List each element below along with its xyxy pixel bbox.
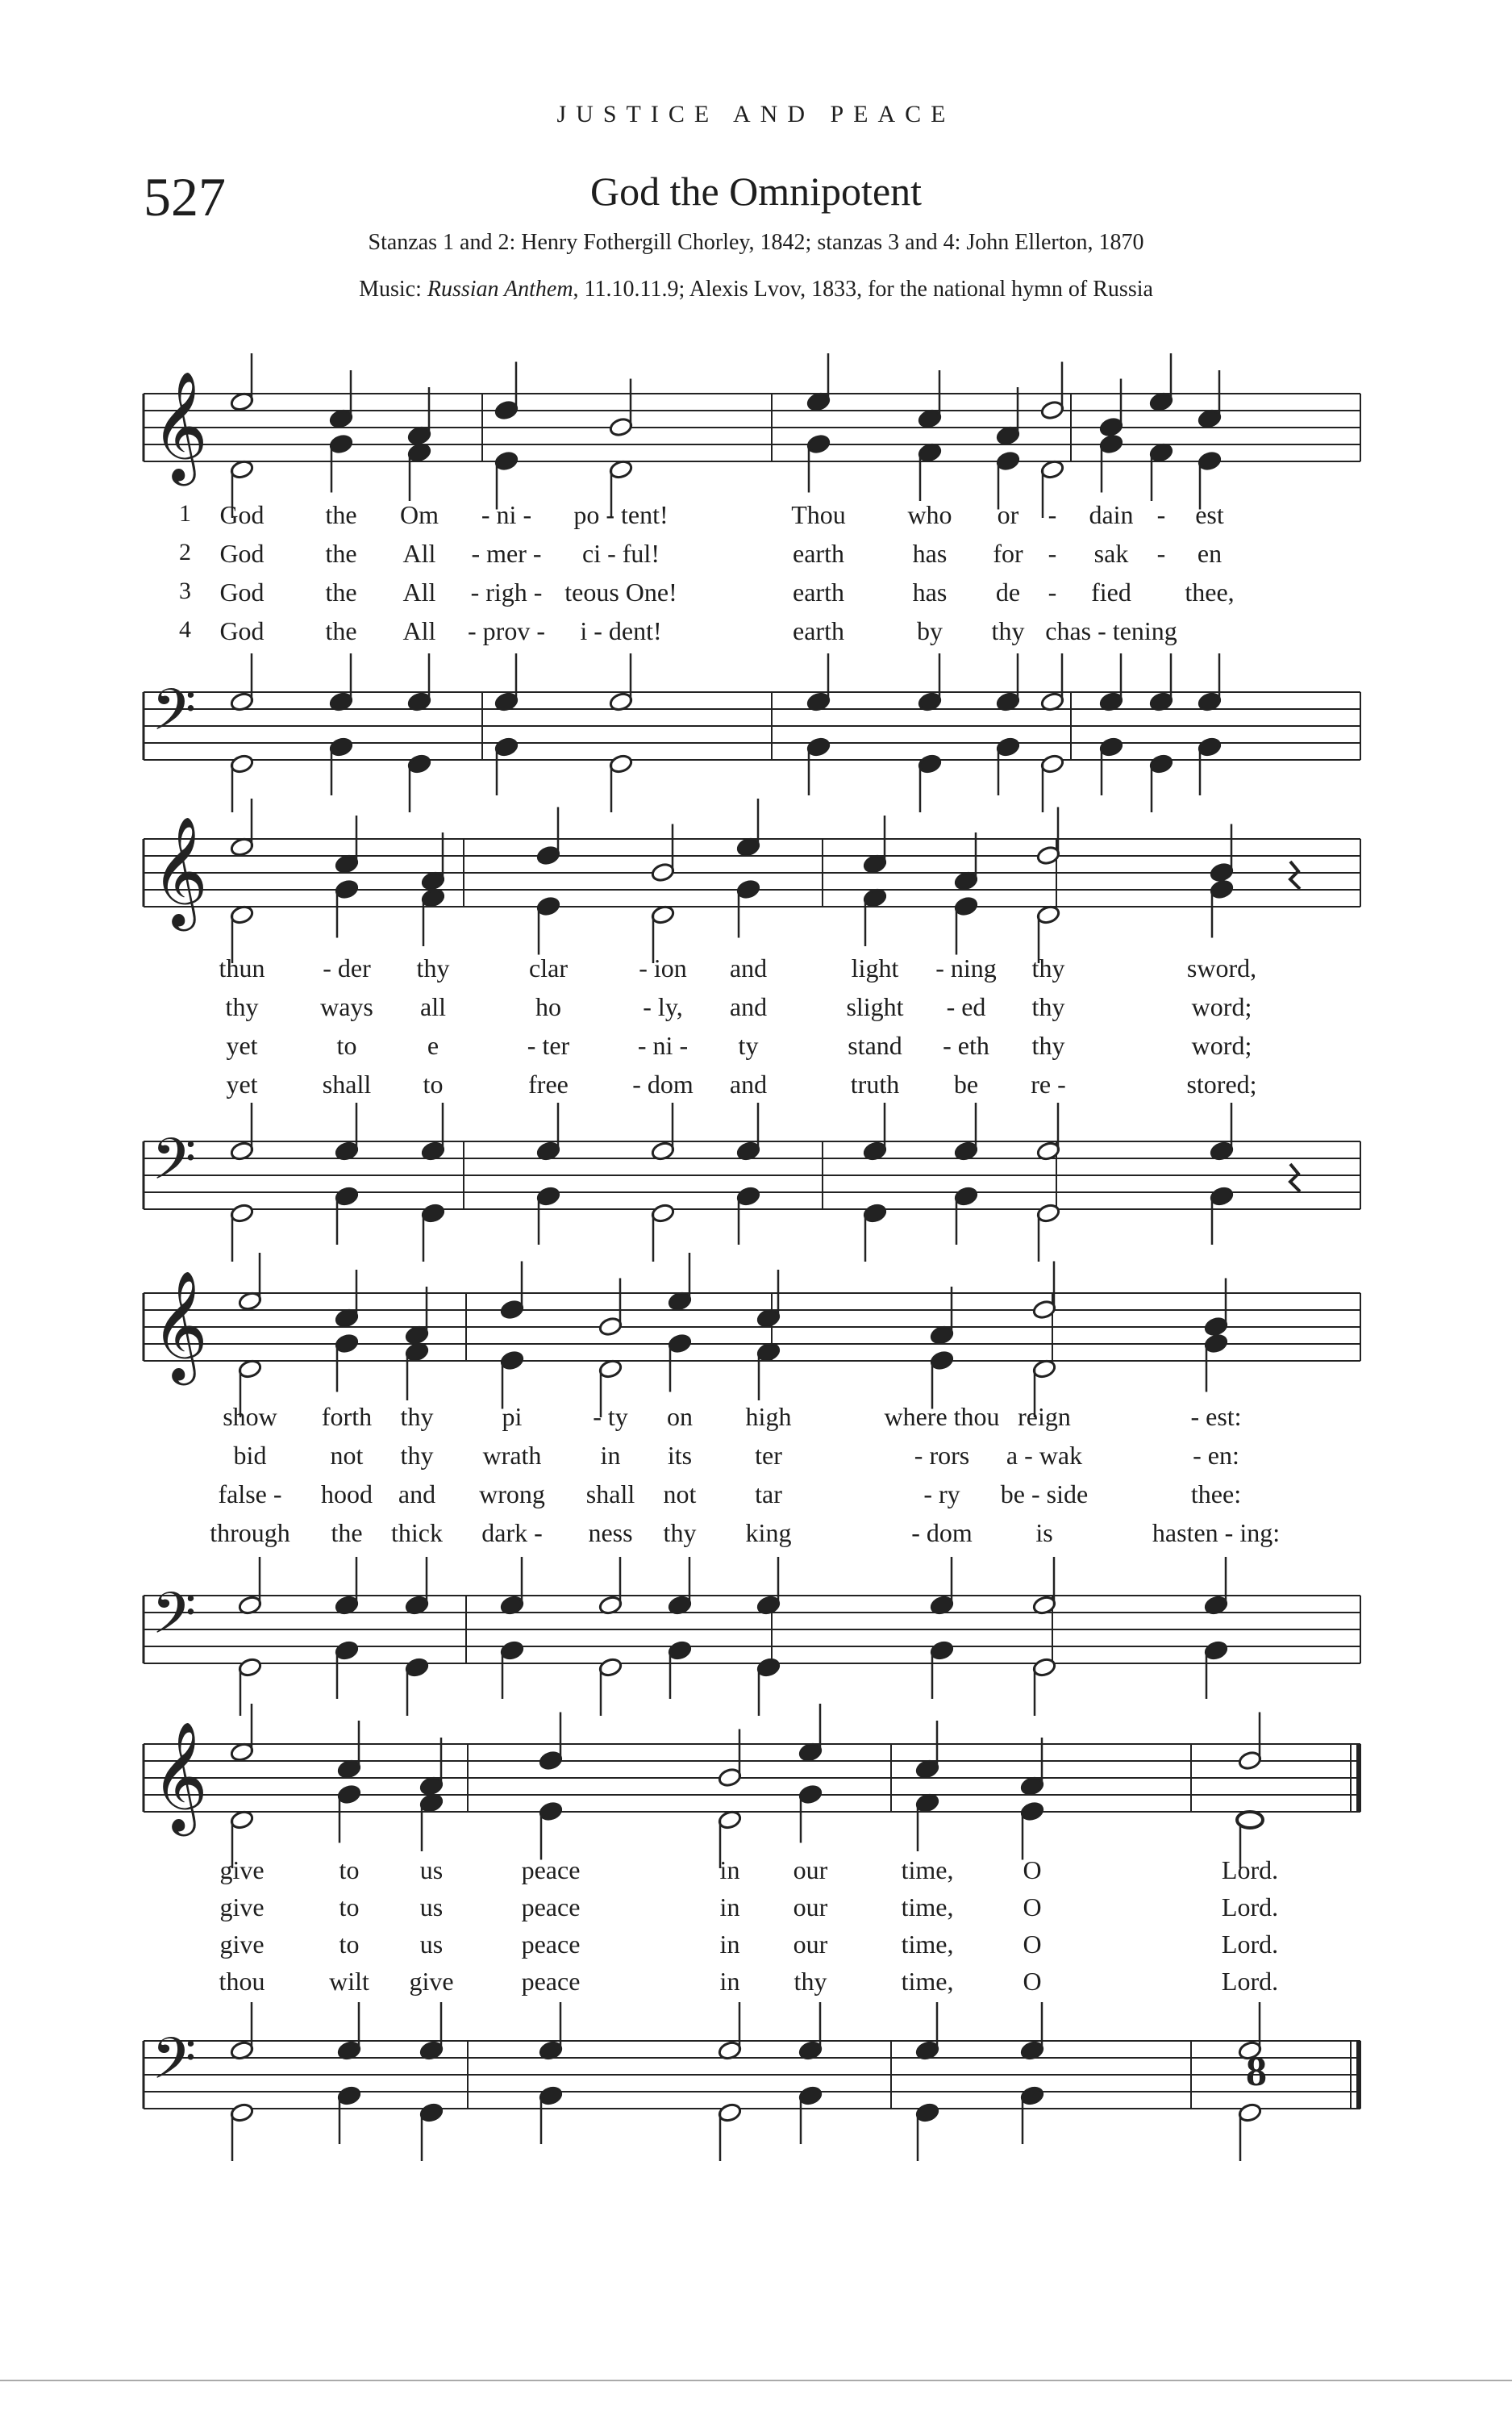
lyric-syllable: stored; <box>1186 1070 1257 1099</box>
lyric-syllable: ness <box>588 1518 633 1547</box>
lyric-syllable: en <box>1197 539 1223 568</box>
lyric-syllable: ho <box>535 992 561 1021</box>
lyric-syllable: pi <box>502 1402 523 1431</box>
bass-clef: 𝄢 <box>152 677 197 757</box>
lyric-syllable: high <box>745 1402 792 1431</box>
lyric-syllable: thy <box>416 953 450 983</box>
lyric-syllable: clar <box>529 953 568 983</box>
final-measure-figure: 8 <box>1246 2049 1267 2095</box>
lyric-syllable: our <box>793 1930 828 1959</box>
lyric-syllable: free <box>528 1070 569 1099</box>
lyric-syllable: - <box>1156 539 1166 568</box>
lyric-syllable: dain <box>1089 500 1134 529</box>
bass-clef: 𝄢 <box>152 1126 197 1207</box>
lyric-syllable: us <box>419 1892 444 1921</box>
lyric-syllable: has <box>912 539 948 568</box>
lyric-syllable: our <box>793 1855 828 1884</box>
lyric-syllable: - ni - <box>637 1031 689 1060</box>
lyric-syllable: tar <box>755 1479 782 1508</box>
lyric-syllable: on <box>667 1402 693 1431</box>
lyric-syllable: earth <box>793 539 844 568</box>
lyric-syllable: the <box>325 578 357 607</box>
lyric-syllable: thy <box>225 992 259 1021</box>
lyric-syllable: O <box>1023 1855 1042 1884</box>
lyric-syllable: God <box>219 616 264 645</box>
tune-name: Russian Anthem <box>427 277 573 302</box>
lyric-syllable: in <box>719 1930 740 1959</box>
lyric-syllable: in <box>600 1441 621 1470</box>
lyric-syllable: where thou <box>884 1402 1000 1431</box>
lyric-syllable: in <box>719 1892 740 1921</box>
lyric-syllable: thick <box>391 1518 443 1547</box>
lyric-syllable: - ed <box>946 992 986 1021</box>
lyric-syllable: by <box>917 616 943 645</box>
lyric-syllable: O <box>1023 1967 1042 1996</box>
treble-clef: 𝄞 <box>152 1269 208 1380</box>
lyric-syllable: thy <box>400 1441 434 1470</box>
lyric-syllable: light <box>851 953 899 983</box>
lyric-syllable: hasten - ing: <box>1152 1518 1281 1547</box>
verse-number: 3 <box>179 578 191 604</box>
lyric-syllable: word; <box>1191 992 1252 1021</box>
lyric-syllable: de <box>995 578 1021 607</box>
lyric-syllable: to <box>339 1930 360 1959</box>
section-header: JUSTICE AND PEACE <box>556 101 956 127</box>
treble-clef: 𝄞 <box>152 369 208 481</box>
lyric-syllable: not <box>663 1479 697 1508</box>
lyric-syllable: - ion <box>639 953 687 983</box>
lyric-syllable: word; <box>1191 1031 1252 1060</box>
lyric-syllable: - <box>1048 500 1057 529</box>
lyric-syllable: Lord. <box>1221 1930 1279 1959</box>
lyric-syllable: - ni - <box>481 500 532 529</box>
music-credit-prefix: Music: <box>359 277 427 302</box>
lyric-syllable: wrath <box>482 1441 542 1470</box>
lyric-syllable: has <box>912 578 948 607</box>
lyric-syllable: its <box>667 1441 693 1470</box>
lyric-syllable: who <box>907 500 952 529</box>
lyric-syllable: us <box>419 1930 444 1959</box>
lyric-syllable: false - <box>218 1479 282 1508</box>
lyric-syllable: hood <box>321 1479 373 1508</box>
lyric-syllable: time, <box>901 1967 954 1996</box>
lyric-syllable: through <box>210 1518 290 1547</box>
verse-number: 1 <box>179 500 191 527</box>
lyric-syllable: Lord. <box>1221 1855 1279 1884</box>
lyric-syllable: bid <box>233 1441 267 1470</box>
lyric-syllable: truth <box>850 1070 900 1099</box>
lyric-syllable: peace <box>521 1930 581 1959</box>
lyric-syllable: is <box>1035 1518 1053 1547</box>
lyric-syllable: give <box>219 1855 264 1884</box>
lyric-syllable: shall <box>585 1479 635 1508</box>
lyric-syllable: time, <box>901 1930 954 1959</box>
lyric-syllable: sword, <box>1186 953 1257 983</box>
lyric-syllable: time, <box>901 1855 954 1884</box>
lyric-syllable: - righ - <box>470 578 543 607</box>
music-credit-details: , 11.10.11.9; Alexis Lvov, 1833, for the national hymn of Russia <box>573 277 1153 302</box>
lyric-syllable: - est: <box>1190 1402 1242 1431</box>
lyric-syllable: give <box>409 1967 454 1996</box>
lyric-syllable: in <box>719 1855 740 1884</box>
lyric-syllable: - <box>1048 578 1057 607</box>
lyric-syllable: God <box>219 500 264 529</box>
lyric-syllable: - rors <box>914 1441 970 1470</box>
lyric-syllable: and <box>729 992 768 1021</box>
lyric-syllable: thy <box>1031 1031 1065 1060</box>
lyric-syllable: ter <box>755 1441 782 1470</box>
lyric-syllable: reign <box>1018 1402 1071 1431</box>
hymn-number: 527 <box>144 166 226 227</box>
lyric-syllable: earth <box>793 578 844 607</box>
lyric-syllable: - dom <box>632 1070 694 1099</box>
lyric-syllable: - ning <box>935 953 997 983</box>
lyric-syllable: re - <box>1031 1070 1066 1099</box>
lyric-syllable: show <box>223 1402 277 1431</box>
lyric-syllable: and <box>729 1070 768 1099</box>
page-footer-rule <box>0 2380 1512 2381</box>
lyric-syllable: thy <box>400 1402 434 1431</box>
lyric-syllable: the <box>325 539 357 568</box>
lyric-syllable: ty <box>738 1031 759 1060</box>
lyric-syllable: - der <box>323 953 371 983</box>
lyric-syllable: ci - ful! <box>582 539 660 568</box>
lyric-syllable: - ly, <box>643 992 683 1021</box>
lyric-syllable: wrong <box>479 1479 545 1508</box>
lyric-syllable: give <box>219 1892 264 1921</box>
lyric-syllable: not <box>330 1441 364 1470</box>
lyric-syllable: yet <box>226 1070 258 1099</box>
lyric-syllable: stand <box>848 1031 902 1060</box>
lyric-syllable: our <box>793 1892 828 1921</box>
lyric-syllable: - mer - <box>471 539 542 568</box>
lyric-syllable: - en: <box>1193 1441 1239 1470</box>
bass-clef: 𝄢 <box>152 2026 197 2106</box>
lyric-syllable: i - dent! <box>580 616 662 645</box>
lyric-syllable: po - tent! <box>573 500 669 529</box>
lyric-syllable: thee: <box>1190 1479 1242 1508</box>
lyric-syllable: thee, <box>1185 578 1235 607</box>
lyric-syllable: forth <box>321 1402 373 1431</box>
lyric-syllable: the <box>325 616 357 645</box>
lyric-syllable: chas - tening <box>1045 616 1177 645</box>
lyric-syllable: the <box>331 1518 363 1547</box>
lyric-syllable: or <box>997 500 1019 529</box>
lyric-syllable: Lord. <box>1221 1967 1279 1996</box>
lyric-syllable: Om <box>400 500 439 529</box>
lyric-syllable: all <box>420 992 446 1021</box>
lyric-syllable: sak <box>1093 539 1129 568</box>
lyric-syllable: ways <box>320 992 373 1021</box>
lyric-syllable: the <box>325 500 357 529</box>
lyric-syllable: Lord. <box>1221 1892 1279 1921</box>
lyric-syllable: - ter <box>527 1031 570 1060</box>
lyric-syllable: to <box>336 1031 357 1060</box>
lyric-syllable: God <box>219 539 264 568</box>
lyric-syllable: peace <box>521 1967 581 1996</box>
lyric-syllable: slight <box>846 992 904 1021</box>
lyric-syllable: teous One! <box>564 578 677 607</box>
lyric-syllable: us <box>419 1855 444 1884</box>
lyric-syllable: thy <box>663 1518 697 1547</box>
lyric-syllable: in <box>719 1967 740 1996</box>
treble-clef: 𝄞 <box>152 1720 208 1831</box>
lyric-syllable: peace <box>521 1892 581 1921</box>
lyric-syllable: thy <box>1031 992 1065 1021</box>
words-credit: Stanzas 1 and 2: Henry Fothergill Chorley, 1842; stanzas 3 and 4: John Ellerton, 1870 <box>368 230 1144 255</box>
lyric-syllable: to <box>423 1070 444 1099</box>
lyric-syllable: - ty <box>593 1402 628 1431</box>
lyric-syllable: O <box>1023 1930 1042 1959</box>
verse-number: 2 <box>179 539 191 565</box>
lyric-syllable: be <box>953 1070 979 1099</box>
lyric-syllable: to <box>339 1855 360 1884</box>
lyric-syllable: dark - <box>481 1518 543 1547</box>
treble-clef: 𝄞 <box>152 815 208 926</box>
lyric-syllable: - dom <box>911 1518 973 1547</box>
lyric-syllable: - <box>1048 539 1057 568</box>
lyric-syllable: time, <box>901 1892 954 1921</box>
lyric-syllable: thy <box>793 1967 827 1996</box>
verse-number: 4 <box>179 616 191 643</box>
lyric-syllable: peace <box>521 1855 581 1884</box>
lyric-syllable: fied <box>1091 578 1131 607</box>
lyric-syllable: thy <box>1031 953 1065 983</box>
lyric-syllable: All <box>402 539 436 568</box>
lyric-syllable: thou <box>219 1967 265 1996</box>
lyric-syllable: be - side <box>1000 1479 1089 1508</box>
lyric-syllable: earth <box>793 616 844 645</box>
lyric-syllable: thy <box>991 616 1025 645</box>
lyric-syllable: - eth <box>943 1031 989 1060</box>
lyric-syllable: to <box>339 1892 360 1921</box>
lyric-syllable: shall <box>322 1070 372 1099</box>
lyric-syllable: thun <box>219 953 265 983</box>
bass-clef: 𝄢 <box>152 1580 197 1661</box>
lyric-syllable: a - wak <box>1006 1441 1083 1470</box>
lyric-syllable: and <box>398 1479 436 1508</box>
lyric-syllable: God <box>219 578 264 607</box>
lyric-syllable: for <box>993 539 1023 568</box>
lyric-syllable: - <box>1156 500 1166 529</box>
lyric-syllable: yet <box>226 1031 258 1060</box>
lyric-syllable: O <box>1023 1892 1042 1921</box>
lyric-syllable: and <box>729 953 768 983</box>
lyric-syllable: All <box>402 578 436 607</box>
hymn-title: God the Omnipotent <box>589 169 923 214</box>
lyric-syllable: All <box>402 616 436 645</box>
lyric-syllable: give <box>219 1930 264 1959</box>
lyric-syllable: king <box>745 1518 792 1547</box>
lyric-syllable: - prov - <box>468 616 545 645</box>
lyric-syllable: Thou <box>791 500 846 529</box>
lyric-syllable: wilt <box>329 1967 369 1996</box>
lyric-syllable: - ry <box>923 1479 960 1508</box>
lyric-syllable: e <box>427 1031 439 1060</box>
lyric-syllable: est <box>1195 500 1224 529</box>
